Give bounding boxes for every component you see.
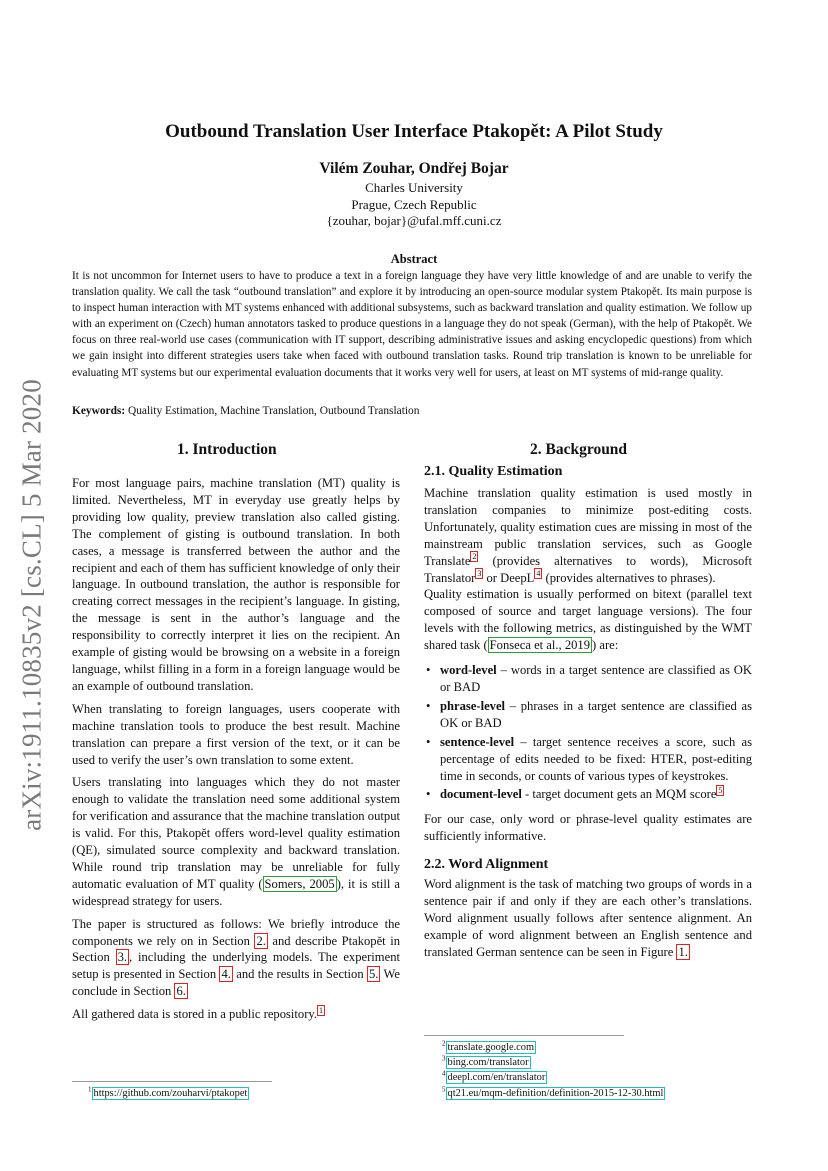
footnote-number: 2 xyxy=(442,1039,446,1048)
paper-title: Outbound Translation User Interface Ptakopět: A Pilot Study xyxy=(165,121,663,142)
affiliation-email: {zouhar, bojar}@ufal.mff.cuni.cz xyxy=(326,213,502,228)
section-2-heading: 2. Background xyxy=(530,441,628,458)
subsection-2-2-heading: 2.2. Word Alignment xyxy=(424,857,549,873)
section-ref-6-link[interactable]: 6. xyxy=(176,984,186,999)
arxiv-side-stamp xyxy=(13,370,51,840)
footnote-number: 1 xyxy=(88,1085,92,1094)
qe-levels-list xyxy=(424,662,752,803)
abstract-heading: Abstract xyxy=(390,252,438,266)
bullet-icon: • xyxy=(426,787,431,802)
arxiv-identifier: arXiv:1911.10835v2 [cs.CL] 5 Mar 2020 xyxy=(16,379,47,831)
intro-paragraph-1: For most language pairs, machine translation (MT) quality is limited. Nevertheless, MT in everyday use greatly helps by providing low quality, preview translation also called gisting. The complement of gisting is outbound translation. In both cases, a message is transferred between the author and the recipient and each of them has sufficient knowledge of only their language. In outbound translation, the author is responsible for creating correct messages in the recipient’s language. In gisting, the message is sent in the author’s language and the responsibility to correctly interpret it lies on the recipient. An example of gisting would be browsing on a website in a foreign language, whilst filling in a form in a foreign language would be an example of outbound translation. xyxy=(72,476,400,693)
qe-p1-text-b: (provides alternatives to words), Microsoft Translator xyxy=(424,553,752,585)
right-column xyxy=(424,485,752,967)
footnote-1-marker[interactable]: 1 xyxy=(319,1006,324,1015)
footnote-3 xyxy=(442,1055,665,1070)
list-item xyxy=(426,734,752,785)
list-item xyxy=(426,786,752,803)
intro-p4-text-c: , including the underlying models. The experiment setup is presented in Section xyxy=(72,950,400,982)
footnote-number: 3 xyxy=(442,1054,446,1063)
abstract-text: It is not uncommon for Internet users to have to produce a text in a foreign language they have very little knowledge of and are unable to verify the translation quality. We call the task “outbound translation” and explore it by introducing an open-source modular system Ptakopět. Its main purpose is to inspect human interaction with MT systems enhanced with additional subsystems, such as backward translation and quality estimation. We follow up with an experiment on (Czech) human annotators tasked to produce questions in a language they do not speak (German), with the help of Ptakopět. We focus on three real-world use cases (communication with IT support, describing administrative issues and asking encyclopedic questions) from which we gain insight into different strategies users take when faced with outbound translation tasks. Round trip translation is known to be unreliable for evaluating MT systems but our experimental evaluation documents that it works very well for users, at least on MT systems of mid-range quality. xyxy=(72,270,752,379)
qe-paragraph-1 xyxy=(424,485,752,586)
section-ref-4-link[interactable]: 4. xyxy=(221,967,231,982)
intro-p3-text: Users translating into languages which they do not master enough to validate the translation need some additional system for verification and assurance that the machine translation output is valid. For this, Ptakopět offers word-level quality estimation (QE), simulated source complexity and backward translation. While round trip translation may be unreliable for fully automatic evaluation of MT quality ( xyxy=(72,775,400,891)
intro-paragraph-4 xyxy=(72,916,400,1001)
metric-desc: – words in a target sentence are classified as OK or BAD xyxy=(440,663,752,694)
subsection-2-1-heading: 2.1. Quality Estimation xyxy=(424,464,563,479)
intro-paragraph-5 xyxy=(72,1006,400,1023)
intro-p4-text-e: We conclude in Section xyxy=(72,967,400,999)
intro-p5-text: All gathered data is stored in a public repository. xyxy=(72,1007,318,1022)
intro-p4-text: The paper is structured as follows: We briefly introduce the components we rely on in Section xyxy=(72,916,400,948)
footnote-4 xyxy=(442,1070,665,1085)
metric-name: phrase-level xyxy=(440,698,506,713)
footnotes-left xyxy=(88,1086,249,1101)
footnote-2-marker[interactable]: 2 xyxy=(472,552,477,562)
intro-paragraph-2: When translating to foreign languages, users cooperate with machine translation tools to produce the best result. Machine translation can prepare a first version of the text, or it can be used to verify the user’s own translation to some extent. xyxy=(72,701,400,767)
footnote-3-link[interactable]: bing.com/translator xyxy=(447,1057,529,1069)
figure-ref-1-link[interactable]: 1. xyxy=(678,944,688,959)
metric-name: sentence-level xyxy=(440,734,515,749)
affiliation-location: Prague, Czech Republic xyxy=(351,197,477,212)
section-ref-3-link[interactable]: 3. xyxy=(117,950,128,965)
section-ref-5-link[interactable]: 5. xyxy=(368,967,379,982)
footnote-rule-left xyxy=(72,1081,272,1082)
qe-paragraph-3: For our case, only word or phrase-level quality estimates are sufficiently informative. xyxy=(424,812,752,844)
footnote-4-marker[interactable]: 4 xyxy=(536,569,541,579)
list-item xyxy=(426,662,752,696)
footnote-2-link[interactable]: translate.google.com xyxy=(447,1042,535,1053)
section-1-heading: 1. Introduction xyxy=(177,441,277,458)
affiliation-university: Charles University xyxy=(365,180,463,195)
metric-name: document-level xyxy=(440,787,522,802)
footnote-5-link[interactable]: qt21.eu/mqm-definition/definition-2015-12-30.html xyxy=(447,1087,664,1099)
qe-paragraph-2 xyxy=(424,586,752,654)
metric-desc: – target sentence receives a score, such as percentage of edits needed to be fixed: HTER, post-editing time in seconds, or counts of various types of keystrokes. xyxy=(440,734,752,783)
qe-p1-text-c: or DeepL xyxy=(483,570,535,585)
qe-p2-text: Quality estimation is usually performed on bitext (parallel text composed of source and target language versions). The four levels with the following metrics, as distinguished by the WMT shared task ( xyxy=(424,587,752,653)
wa-p1-text: Word alignment is the task of matching two groups of words in a sentence pair if and only if they are each other’s translations. Word alignment usually follows after sentence alignment. An example of word alignment between an English sentence and translated German sentence can be seen in Figure xyxy=(424,877,752,959)
qe-p1-text: Machine translation quality estimation is used mostly in translation companies to minimize post-editing costs. Unfortunately, quality estimation cues are missing in most of the mainstream public translation services, such as Google Translate xyxy=(424,486,752,568)
intro-paragraph-3 xyxy=(72,774,400,909)
list-item xyxy=(426,698,752,732)
intro-p3-text-end: ), it is still a widespread strategy for users. xyxy=(72,876,400,908)
footnote-rule-right xyxy=(424,1035,624,1036)
section-ref-2-link[interactable]: 2. xyxy=(256,933,266,948)
bullet-icon: • xyxy=(426,734,431,749)
footnote-4-link[interactable]: deepl.com/en/translator xyxy=(447,1072,546,1084)
keywords-text: Quality Estimation, Machine Translation, Outbound Translation xyxy=(125,405,420,417)
footnote-number: 5 xyxy=(442,1085,446,1094)
keywords-line xyxy=(72,405,419,417)
intro-p4-text-d: and the results in Section xyxy=(232,967,367,982)
metric-name: word-level xyxy=(440,663,497,678)
footnote-number: 4 xyxy=(442,1069,446,1078)
intro-p4-text-b: and describe Ptakopět in Section xyxy=(72,933,400,965)
keywords-label: Keywords: xyxy=(72,405,126,417)
left-column xyxy=(72,475,400,1029)
footnote-5-marker[interactable]: 5 xyxy=(718,786,723,796)
wa-paragraph-1 xyxy=(424,876,752,961)
paper-authors: Vilém Zouhar, Ondřej Bojar xyxy=(319,160,509,177)
footnote-2 xyxy=(442,1040,665,1055)
bullet-icon: • xyxy=(426,698,431,713)
citation-fonseca-link[interactable]: Fonseca et al., 2019 xyxy=(489,638,591,653)
footnote-1-link[interactable]: https://github.com/zouharvi/ptakopet xyxy=(93,1088,248,1099)
footnotes-right xyxy=(442,1040,665,1101)
metric-desc: - target document gets an MQM score xyxy=(521,787,717,802)
qe-p2-text-b: ) are: xyxy=(592,638,619,653)
citation-somers-link[interactable]: Somers, 2005 xyxy=(264,876,335,891)
metric-desc: – phrases in a target sentence are classified as OK or BAD xyxy=(440,698,752,730)
footnote-1 xyxy=(88,1086,249,1101)
bullet-icon: • xyxy=(426,663,431,678)
footnote-5 xyxy=(442,1086,665,1101)
footnote-3-marker[interactable]: 3 xyxy=(477,569,482,579)
qe-p1-text-d: (provides alternatives to phrases). xyxy=(542,570,716,585)
